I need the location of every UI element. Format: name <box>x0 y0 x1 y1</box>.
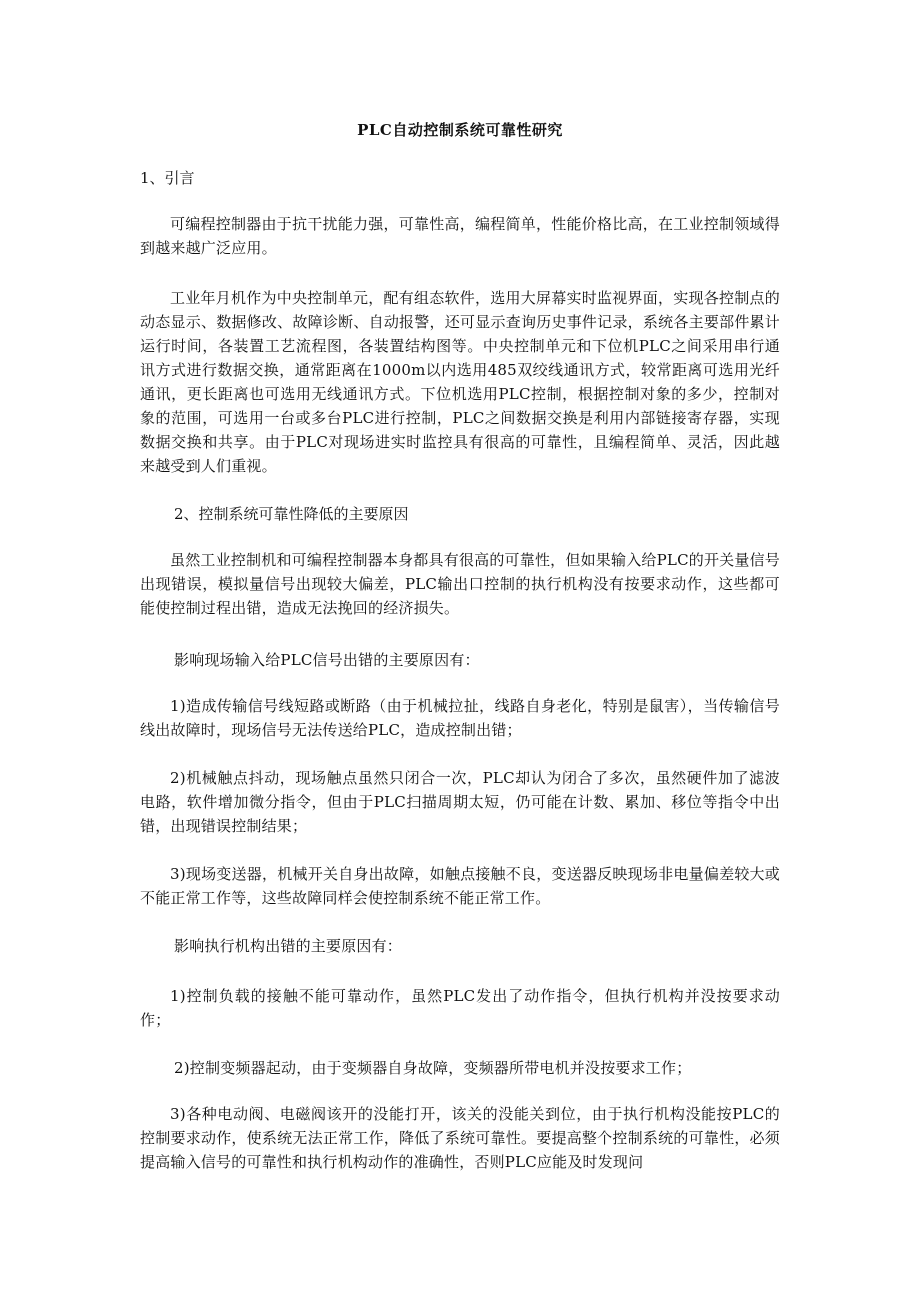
paragraph-3: 虽然工业控制机和可编程控制器本身都具有很高的可靠性，但如果输入给PLC的开关量信号出现错误，模拟量信号出现较大偏差，PLC输出口控制的执行机构没有按要求动作，这些都可能使控制过程出错，造成无法挽回的经济损失。 <box>140 551 780 617</box>
paragraph-5: 1)造成传输信号线短路或断路（由于机械拉扯，线路自身老化，特别是鼠害），当传输信号线出故障时，现场信号无法传送给PLC，造成控制出错； <box>140 697 780 739</box>
page-title: PLC自动控制系统可靠性研究 <box>357 121 563 139</box>
paragraph-4: 影响现场输入给PLC信号出错的主要原因有： <box>174 651 480 669</box>
section-heading-introduction: 1、引言 <box>140 169 195 187</box>
paragraph-7: 3)现场变送器，机械开关自身出故障，如触点接触不良，变送器反映现场非电量偏差较大或不能正常工作等，这些故障同样会使控制系统不能正常工作。 <box>140 865 780 907</box>
section-heading-causes: 2、控制系统可靠性降低的主要原因 <box>174 505 409 523</box>
paragraph-8: 影响执行机构出错的主要原因有： <box>174 937 403 955</box>
paragraph-10: 2)控制变频器起动，由于变频器自身故障，变频器所带电机并没按要求工作； <box>174 1059 692 1077</box>
paragraph-2: 工业年月机作为中央控制单元，配有组态软件，选用大屏幕实时监视界面，实现各控制点的动态显示、数据修改、故障诊断、自动报警，还可显示查询历史事件记录，系统各主要部件累计运行时间，各装置工艺流程图，各装置结构图等。中央控制单元和下位机PLC之间采用串行通讯方式进行数据交换，通常距离在1000m以内选用485双绞线通讯方式，较常距离可选用光纤通讯，更长距离也可选用无线通讯方式。下位机选用PLC控制，根据控制对象的多少，控制对象的范围，可选用一台或多台PLC进行控制，PLC之间数据交换是利用内部链接寄存器，实现数据交换和共享。由于PLC对现场进实时监控具有很高的可靠性，且编程简单、灵活，因此越来越受到人们重视。 <box>140 289 780 475</box>
paragraph-11: 3)各种电动阀、电磁阀该开的没能打开，该关的没能关到位，由于执行机构没能按PLC的控制要求动作，使系统无法正常工作，降低了系统可靠性。要提高整个控制系统的可靠性，必须提高输入信号的可靠性和执行机构动作的准确性，否则PLC应能及时发现问 <box>140 1105 780 1171</box>
paragraph-6: 2)机械触点抖动，现场触点虽然只闭合一次，PLC却认为闭合了多次，虽然硬件加了滤波电路，软件增加微分指令，但由于PLC扫描周期太短，仍可能在计数、累加、移位等指令中出错，出现错误控制结果； <box>140 769 780 835</box>
paragraph-9: 1)控制负载的接触不能可靠动作，虽然PLC发出了动作指令，但执行机构并没按要求动作； <box>140 987 780 1029</box>
paragraph-1: 可编程控制器由于抗干扰能力强，可靠性高，编程简单，性能价格比高，在工业控制领域得到越来越广泛应用。 <box>140 215 780 257</box>
